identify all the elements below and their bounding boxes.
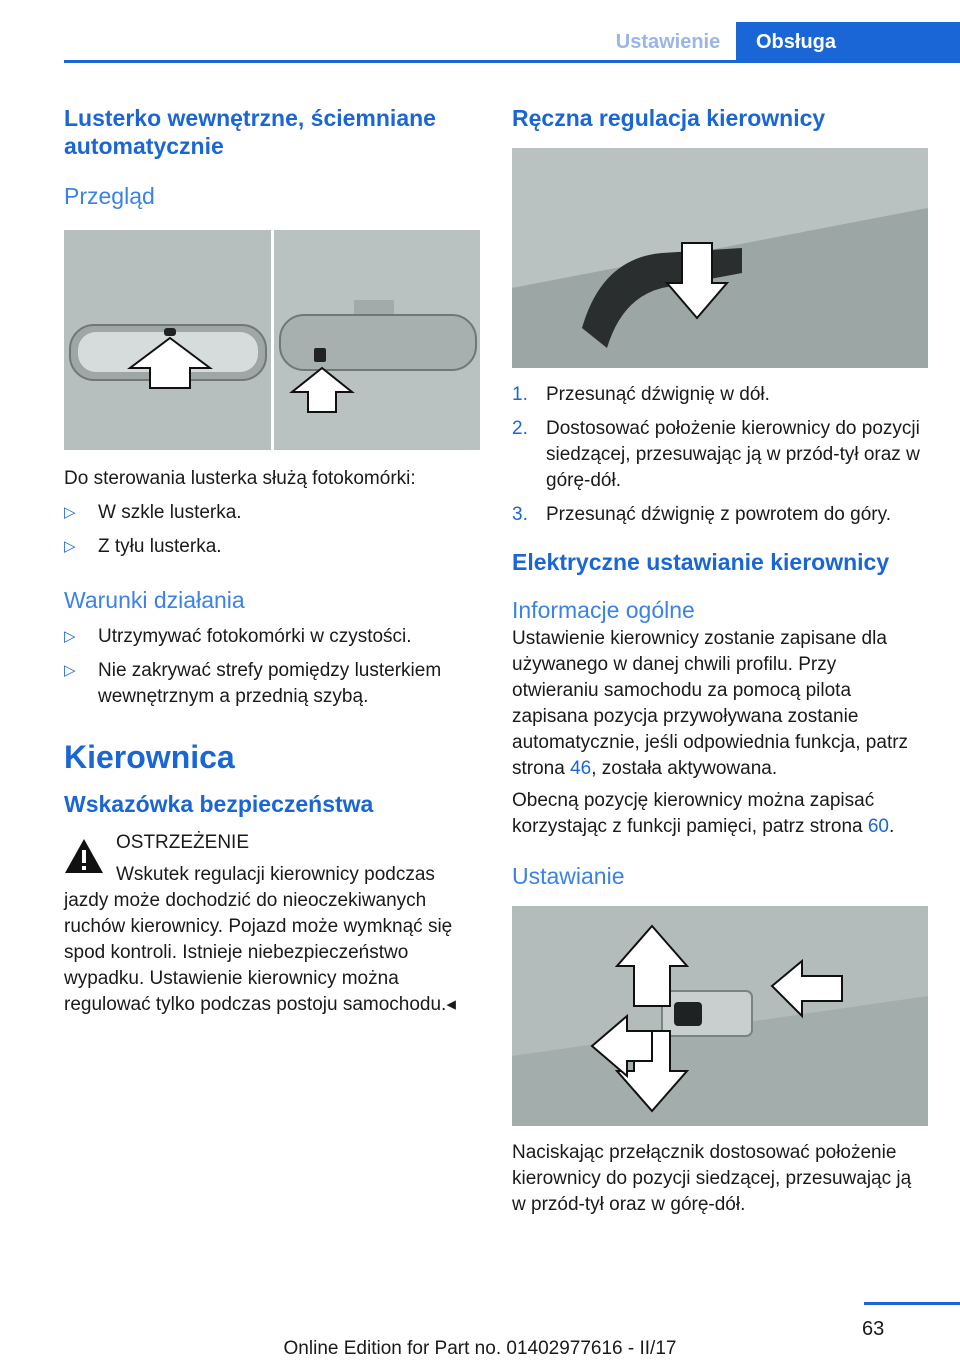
page-link-60[interactable]: 60 (867, 816, 889, 837)
adjusting-text: Naciskając przełącznik dostosować położenie kierownicy do pozycji siedzącej, przesuwając ją w przód-tył oraz w górę-dół. (512, 1142, 912, 1215)
manual-adjust-heading: Ręczna regulacja kierownicy (512, 105, 826, 131)
header-rule (64, 60, 960, 63)
header-tab-ustawienie[interactable]: Ustawienie (615, 31, 721, 53)
footer-rule (864, 1302, 960, 1305)
memory-text: Obecną pozycję kierownicy można zapisać korzystając z funkcji pamięci, patrz strona 60. (512, 790, 895, 837)
list-item: 3. Przesunąć dźwignię z powrotem do góry. (512, 504, 891, 525)
page-number: 63 (862, 1318, 885, 1340)
overview-subheading: Przegląd (64, 183, 155, 209)
mirror-image (64, 230, 480, 450)
electric-adjust-heading: Elektryczne ustawianie kierownicy (512, 549, 890, 575)
steps-list (512, 382, 928, 528)
list-item: ▷ Nie zakrywać strefy pomiędzy lusterkiem wewnętrznym a przednią szybą. (64, 660, 442, 707)
header-tab-obsluga[interactable]: Obsługa (736, 22, 960, 62)
mirror-illustration (64, 230, 480, 450)
mirror-heading: Lusterko wewnętrzne, ściemniane automatycznie (64, 105, 436, 159)
conditions-list (64, 624, 480, 710)
steering-wheel-heading: Kierownica (64, 739, 235, 775)
general-info-text: Ustawienie kierownicy zostanie zapisane dla używanego w danej chwili profilu. Przy otwieraniu samochodu za pomocą pilota zapisana pozycja przywoływana zostanie automatycznie, jeśli odpowiednia funkcja, patrz strona 46, została aktywowana. (512, 628, 909, 779)
warning-block (64, 830, 480, 856)
general-info-subheading: Informacje ogólne (512, 597, 695, 623)
list-item: 1. Przesunąć dźwignię w dół. (512, 384, 770, 405)
list-item: ▷ W szkle lusterka. (64, 500, 480, 526)
conditions-subheading: Warunki działania (64, 587, 245, 613)
lever-illustration (512, 148, 928, 368)
right-column (512, 100, 928, 1218)
page-link-46[interactable]: 46 (570, 758, 592, 779)
warning-title: OSTRZEŻENIE (116, 832, 250, 853)
edition-footer: Online Edition for Part no. 01402977616 - II/17 (283, 1338, 677, 1359)
list-item: ▷ Z tyłu lusterka. (64, 534, 480, 560)
list-item: 2. Dostosować położenie kierownicy do pozycji siedzącej, przesuwając ją w przód-tył oraz w górę-dół. (512, 418, 920, 491)
list-item: ▷ Utrzymywać fotokomórki w czystości. (64, 624, 480, 650)
left-column (64, 100, 480, 1018)
triangle-icon: ▷ (64, 628, 76, 645)
switch-image (512, 906, 928, 1126)
lever-image (512, 148, 928, 368)
switch-illustration (512, 906, 928, 1126)
photocell-intro: Do sterowania lusterka służą fotokomórki: (64, 468, 416, 489)
triangle-icon: ▷ (64, 662, 76, 679)
warning-triangle-icon (64, 838, 104, 874)
photocell-list (64, 500, 480, 560)
triangle-icon: ▷ (64, 538, 76, 555)
safety-heading: Wskazówka bezpieczeństwa (64, 791, 374, 817)
warning-text: Wskutek regulacji kierownicy podczas jazdy może dochodzić do nieoczekiwanych ruchów kierownicy. Pojazd może wymknąć się spod kontroli. Istnieje niebezpieczeństwo wypadku. Ustawienie kierownicy można regulować tylko podczas postoju samochodu.◂ (64, 864, 456, 1015)
triangle-icon: ▷ (64, 504, 76, 521)
adjusting-subheading: Ustawianie (512, 863, 625, 889)
end-mark-icon: ◂ (446, 994, 456, 1015)
